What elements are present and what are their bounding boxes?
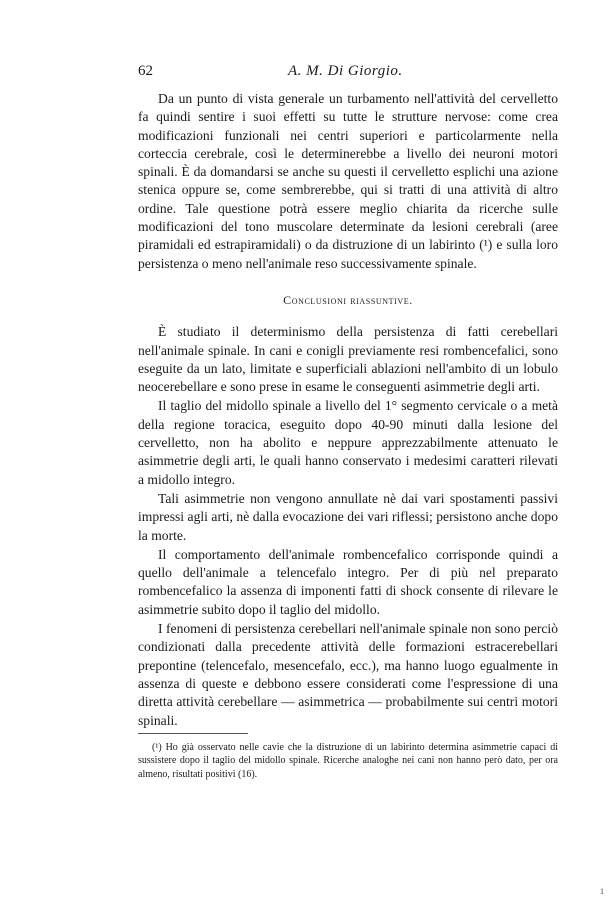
conclusion-paragraph: Tali asimmetrie non vengono annullate nè dai vari spostamenti passivi impressi agli arti, nè dalla evocazione dei vari riflessi; persistono anche dopo la morte. bbox=[138, 490, 558, 543]
page-number: 62 bbox=[138, 63, 153, 79]
footnote-divider bbox=[138, 733, 248, 734]
conclusion-paragraph: I fenomeni di persistenza cerebellari nell'animale spinale non sono perciò condizionati dalla precedente attività delle formazioni estracerebellari prepontine (telencefalo, mesencefalo, ecc.), ma hanno luogo egualmente in assenza di queste e debbono essere considerati come l'espressione di una diretta attività cerebellare — asimmetrica — probabilmente sui centri motori spinali. bbox=[138, 621, 558, 728]
body-text bbox=[138, 90, 558, 731]
corner-mark: 1 bbox=[600, 887, 604, 896]
running-head-author: A. M. Di Giorgio. bbox=[288, 63, 403, 79]
conclusion-paragraph: Il taglio del midollo spinale a livello del 1° segmento cervicale o a metà della regione toracica, eseguito dopo 40-90 minuti dalla lesione del cervelletto, non ha abolito e neppure apprezzabilmente attenuato le asimmetrie degli arti, le quali hanno conservato i medesimi caratteri rilevati a midollo integro. bbox=[138, 398, 558, 487]
page-header bbox=[138, 63, 478, 85]
conclusion-paragraph: È studiato il determinismo della persistenza di fatti cerebellari nell'animale spinale. In cani e conigli previamente resi rombencefalici, sono eseguite da un lato, limitate e superficiali ablazioni nell'ambito di un lobulo neocerebellare e sono prese in esame le conseguenti asimmetrie degli arti. bbox=[138, 324, 558, 395]
conclusions-section bbox=[138, 323, 558, 730]
intro-paragraph: Da un punto di vista generale un turbamento nell'attività del cervelletto fa quindi sentire i suoi effetti su tutte le strutture nervose: come crea modificazioni funzionali nei centri superiori e particolarmente nella corteccia cerebrale, così le determinerebbe a livello dei neuroni motori spinali. È da domandarsi se anche su questi il cervelletto esplichi una azione stenica oppure se, come sembrerebbe, qui si tratti di una attività di altro ordine. Tale questione potrà essere meglio chiarita da ricerche sulle modificazioni del tono muscolare determinate da lesioni cerebrali (aree piramidali ed estrapiramidali) o da distruzione di un labirinto (¹) e sulla loro persistenza o meno nell'animale reso successivamente spinale. bbox=[138, 91, 558, 271]
conclusion-paragraph: Il comportamento dell'animale rombencefalico corrisponde quindi a quello dell'animale a telencefalo integro. Per di più nel preparato rombencefalico la assenza di imponenti fatti di shock consente di rilevare le asimmetrie subito dopo il taglio del midollo. bbox=[138, 546, 558, 617]
footnote: (¹) Ho già osservato nelle cavie che la distruzione di un labirinto determina asimmetrie capaci di sussistere dopo il taglio del midollo spinale. Ricerche analoghe nei cani non hanno però dato, per ora almeno, risultati positivi (16). bbox=[138, 742, 558, 780]
section-title: Conclusioni riassuntive. bbox=[283, 292, 413, 307]
